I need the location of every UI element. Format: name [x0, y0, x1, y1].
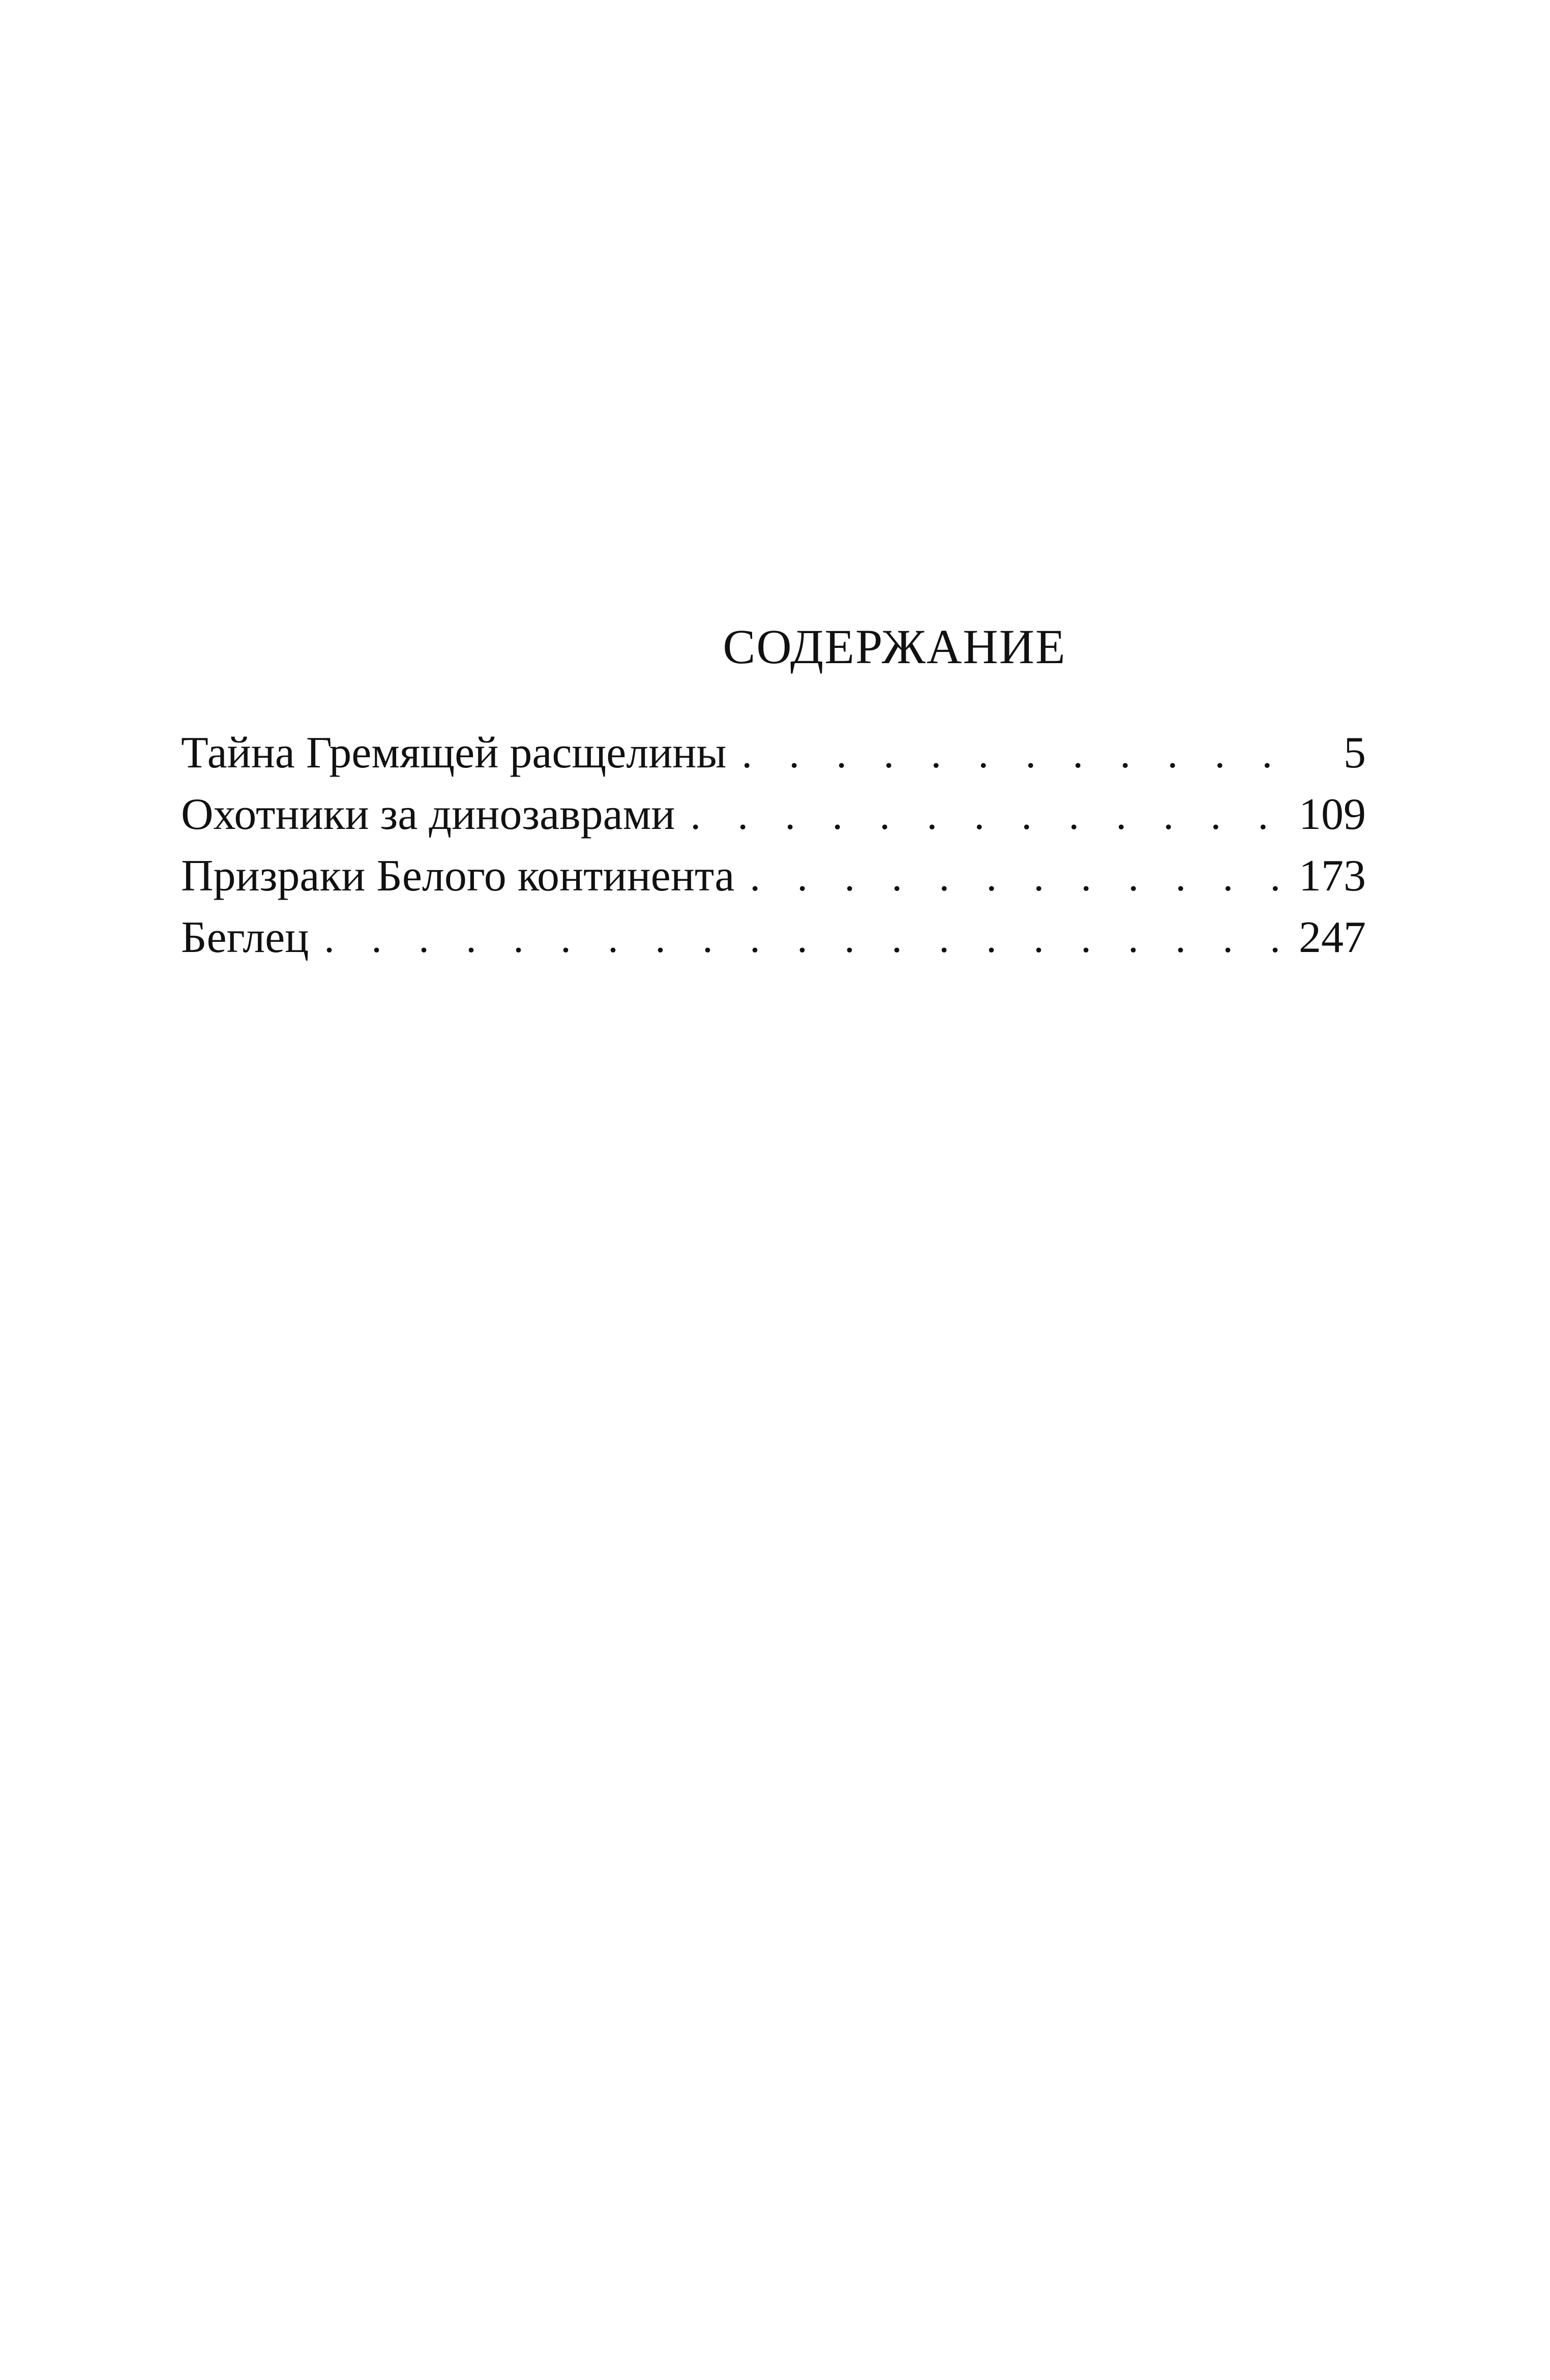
toc-entry-title: Призраки Белого континента — [181, 851, 735, 901]
toc-entry-title: Тайна Гремящей расщелины — [181, 728, 727, 778]
toc-entry-title: Охотники за динозаврами — [181, 790, 675, 839]
dot-leader — [324, 907, 1279, 969]
toc-page-number: 5 — [1344, 728, 1366, 778]
dot-leader — [742, 723, 1280, 784]
dot-leader — [750, 846, 1279, 907]
dot-leader — [691, 784, 1279, 846]
toc-entry-4[interactable] — [181, 907, 1366, 968]
toc-entry-2[interactable] — [181, 784, 1366, 845]
page-title: СОДЕРЖАНИЕ — [723, 619, 1066, 674]
toc-page-number: 247 — [1299, 913, 1366, 962]
toc-entry-3[interactable] — [181, 845, 1366, 907]
toc-page-number: 173 — [1299, 851, 1366, 901]
table-of-contents — [181, 722, 1366, 968]
toc-page-number: 109 — [1299, 790, 1366, 839]
toc-entry-1[interactable] — [181, 722, 1366, 784]
toc-entry-title: Беглец — [181, 913, 309, 962]
